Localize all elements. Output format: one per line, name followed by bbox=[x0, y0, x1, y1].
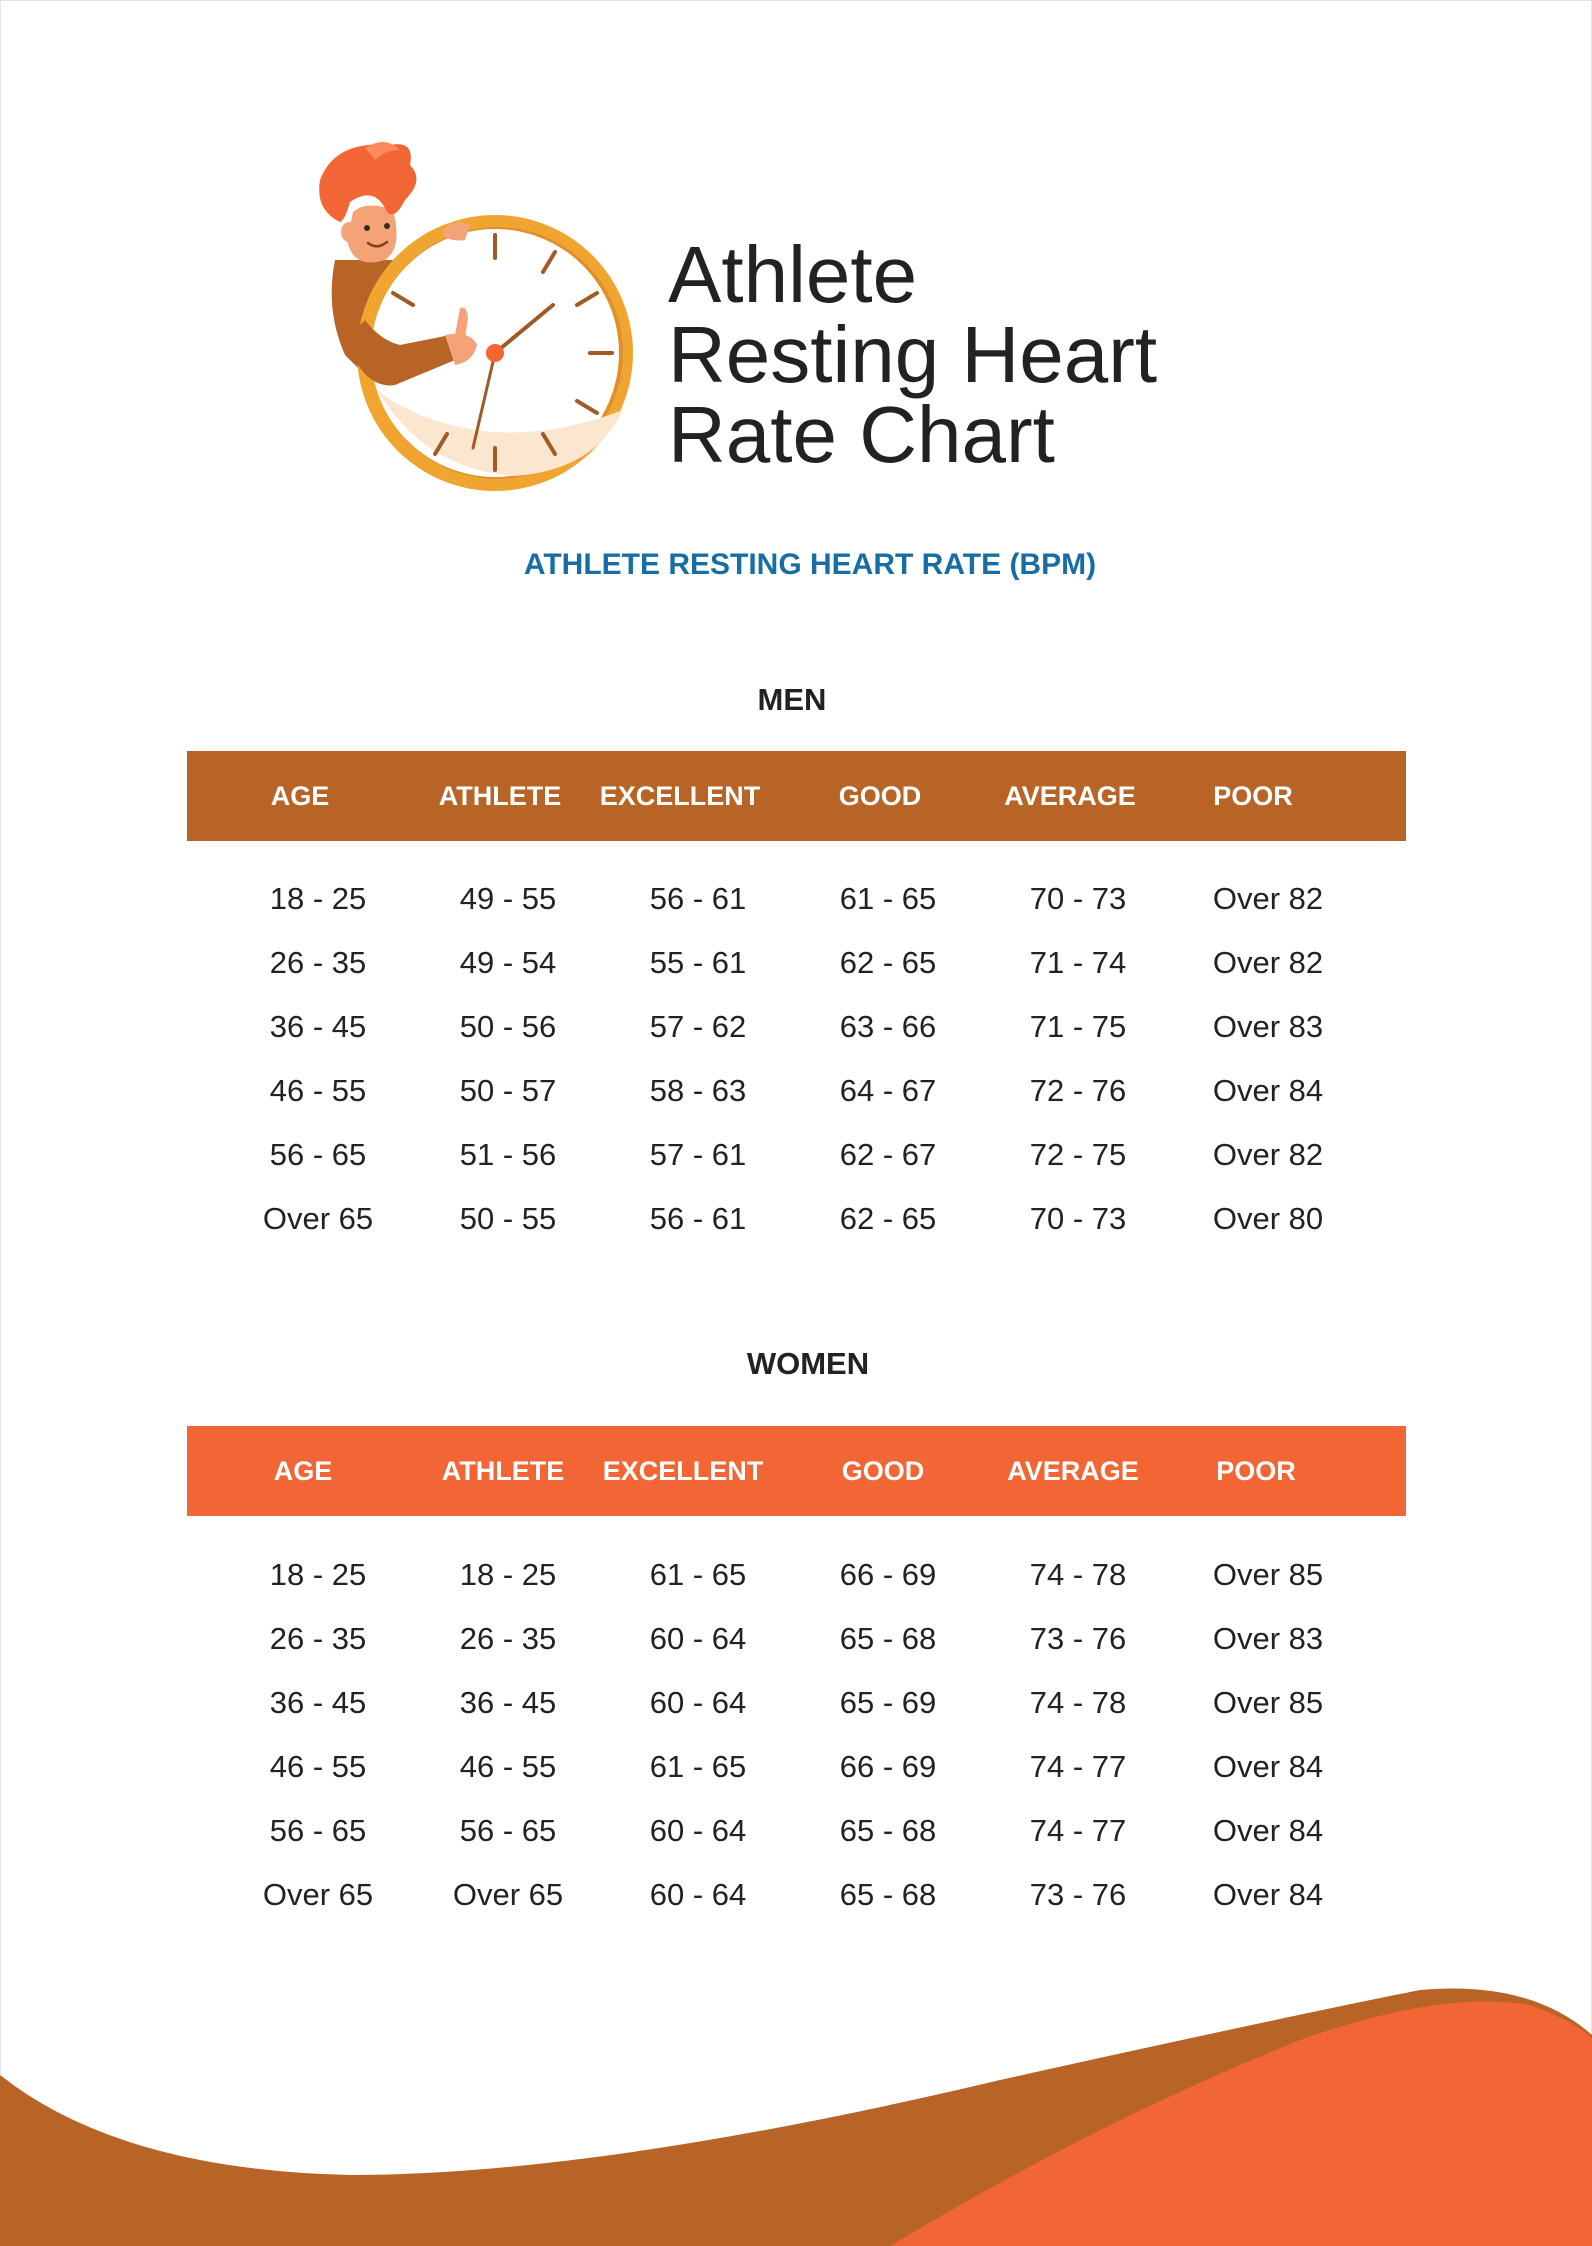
table-cell: 64 - 67 bbox=[839, 1073, 937, 1108]
table-cell: Over 84 bbox=[1212, 1749, 1324, 1784]
men-col-age: AGE bbox=[270, 781, 330, 811]
women-col-poor: POOR bbox=[1216, 1456, 1296, 1486]
table-cell: 50 - 55 bbox=[459, 1201, 557, 1236]
table-row bbox=[0, 1002, 1592, 1052]
women-heading: WOMEN bbox=[746, 1346, 870, 1381]
table-cell: 61 - 65 bbox=[649, 1557, 747, 1592]
table-cell: 46 - 55 bbox=[269, 1749, 367, 1784]
table-cell: 62 - 65 bbox=[839, 945, 937, 980]
table-cell: 55 - 61 bbox=[649, 945, 747, 980]
person-with-clock-icon bbox=[305, 140, 645, 500]
men-col-poor: POOR bbox=[1213, 781, 1293, 811]
table-cell: 74 - 78 bbox=[1029, 1685, 1127, 1720]
table-cell: 61 - 65 bbox=[649, 1749, 747, 1784]
men-col-excellent: EXCELLENT bbox=[599, 781, 761, 811]
table-cell: 56 - 61 bbox=[649, 881, 747, 916]
men-col-average: AVERAGE bbox=[1004, 781, 1136, 811]
chart-subtitle: ATHLETE RESTING HEART RATE (BPM) bbox=[523, 548, 1097, 581]
table-cell: 36 - 45 bbox=[459, 1685, 557, 1720]
table-cell: 58 - 63 bbox=[649, 1073, 747, 1108]
table-row bbox=[0, 1678, 1592, 1728]
table-cell: 65 - 68 bbox=[839, 1813, 937, 1848]
table-cell: 74 - 77 bbox=[1029, 1813, 1127, 1848]
table-cell: 51 - 56 bbox=[459, 1137, 557, 1172]
table-cell: 60 - 64 bbox=[649, 1685, 747, 1720]
table-cell: Over 82 bbox=[1212, 881, 1324, 916]
table-cell: 49 - 54 bbox=[459, 945, 557, 980]
title-line-2: Resting Heart bbox=[668, 310, 1158, 399]
table-cell: 36 - 45 bbox=[269, 1009, 367, 1044]
title-line-3: Rate Chart bbox=[668, 390, 1055, 479]
table-cell: 70 - 73 bbox=[1029, 881, 1127, 916]
table-cell: 65 - 68 bbox=[839, 1877, 937, 1912]
table-cell: 63 - 66 bbox=[839, 1009, 937, 1044]
women-col-excellent: EXCELLENT bbox=[602, 1456, 764, 1486]
men-col-athlete: ATHLETE bbox=[438, 781, 562, 811]
women-col-average: AVERAGE bbox=[1007, 1456, 1139, 1486]
table-cell: 62 - 67 bbox=[839, 1137, 937, 1172]
table-row bbox=[0, 938, 1592, 988]
table-cell: Over 84 bbox=[1212, 1877, 1324, 1912]
table-cell: 74 - 78 bbox=[1029, 1557, 1127, 1592]
footer-wave-decoration bbox=[0, 1960, 1592, 2246]
table-row bbox=[0, 1066, 1592, 1116]
table-cell: Over 65 bbox=[262, 1877, 374, 1912]
women-col-athlete: ATHLETE bbox=[441, 1456, 565, 1486]
table-cell: 18 - 25 bbox=[459, 1557, 557, 1592]
table-cell: Over 84 bbox=[1212, 1813, 1324, 1848]
table-cell: 57 - 62 bbox=[649, 1009, 747, 1044]
table-cell: 66 - 69 bbox=[839, 1557, 937, 1592]
table-cell: Over 85 bbox=[1212, 1557, 1324, 1592]
table-cell: 50 - 56 bbox=[459, 1009, 557, 1044]
table-cell: Over 83 bbox=[1212, 1009, 1324, 1044]
table-cell: 65 - 69 bbox=[839, 1685, 937, 1720]
table-row bbox=[0, 874, 1592, 924]
table-cell: 26 - 35 bbox=[459, 1621, 557, 1656]
table-cell: 71 - 74 bbox=[1029, 945, 1127, 980]
men-table-header bbox=[187, 751, 1406, 841]
table-cell: Over 83 bbox=[1212, 1621, 1324, 1656]
table-cell: Over 84 bbox=[1212, 1073, 1324, 1108]
table-cell: 60 - 64 bbox=[649, 1621, 747, 1656]
table-row bbox=[0, 1870, 1592, 1920]
table-row bbox=[0, 1806, 1592, 1856]
men-col-good: GOOD bbox=[838, 781, 922, 811]
table-cell: Over 82 bbox=[1212, 1137, 1324, 1172]
men-heading: MEN bbox=[757, 682, 827, 717]
table-cell: 56 - 65 bbox=[269, 1813, 367, 1848]
table-cell: Over 85 bbox=[1212, 1685, 1324, 1720]
table-row bbox=[0, 1614, 1592, 1664]
table-cell: 61 - 65 bbox=[839, 881, 937, 916]
table-row bbox=[0, 1550, 1592, 1600]
table-cell: 74 - 77 bbox=[1029, 1749, 1127, 1784]
women-col-good: GOOD bbox=[841, 1456, 925, 1486]
table-cell: 46 - 55 bbox=[269, 1073, 367, 1108]
table-cell: 57 - 61 bbox=[649, 1137, 747, 1172]
table-cell: 66 - 69 bbox=[839, 1749, 937, 1784]
table-cell: 50 - 57 bbox=[459, 1073, 557, 1108]
table-cell: 71 - 75 bbox=[1029, 1009, 1127, 1044]
table-cell: 60 - 64 bbox=[649, 1813, 747, 1848]
table-cell: 56 - 65 bbox=[269, 1137, 367, 1172]
table-cell: 26 - 35 bbox=[269, 1621, 367, 1656]
table-row bbox=[0, 1742, 1592, 1792]
table-cell: Over 65 bbox=[452, 1877, 564, 1912]
table-cell: Over 80 bbox=[1212, 1201, 1324, 1236]
women-table-header bbox=[187, 1426, 1406, 1516]
table-cell: 62 - 65 bbox=[839, 1201, 937, 1236]
table-cell: 73 - 76 bbox=[1029, 1877, 1127, 1912]
table-cell: 18 - 25 bbox=[269, 1557, 367, 1592]
page-title bbox=[668, 230, 1158, 479]
table-cell: 65 - 68 bbox=[839, 1621, 937, 1656]
table-cell: 60 - 64 bbox=[649, 1877, 747, 1912]
table-cell: 72 - 76 bbox=[1029, 1073, 1127, 1108]
table-cell: 56 - 61 bbox=[649, 1201, 747, 1236]
table-row bbox=[0, 1194, 1592, 1244]
title-line-1: Athlete bbox=[668, 230, 918, 319]
table-cell: 49 - 55 bbox=[459, 881, 557, 916]
table-cell: Over 82 bbox=[1212, 945, 1324, 980]
table-cell: 72 - 75 bbox=[1029, 1137, 1127, 1172]
table-cell: 18 - 25 bbox=[269, 881, 367, 916]
table-cell: 56 - 65 bbox=[459, 1813, 557, 1848]
table-row bbox=[0, 1130, 1592, 1180]
table-cell: 73 - 76 bbox=[1029, 1621, 1127, 1656]
table-cell: 36 - 45 bbox=[269, 1685, 367, 1720]
table-cell: Over 65 bbox=[262, 1201, 374, 1236]
table-cell: 70 - 73 bbox=[1029, 1201, 1127, 1236]
women-col-age: AGE bbox=[273, 1456, 333, 1486]
table-cell: 26 - 35 bbox=[269, 945, 367, 980]
table-cell: 46 - 55 bbox=[459, 1749, 557, 1784]
